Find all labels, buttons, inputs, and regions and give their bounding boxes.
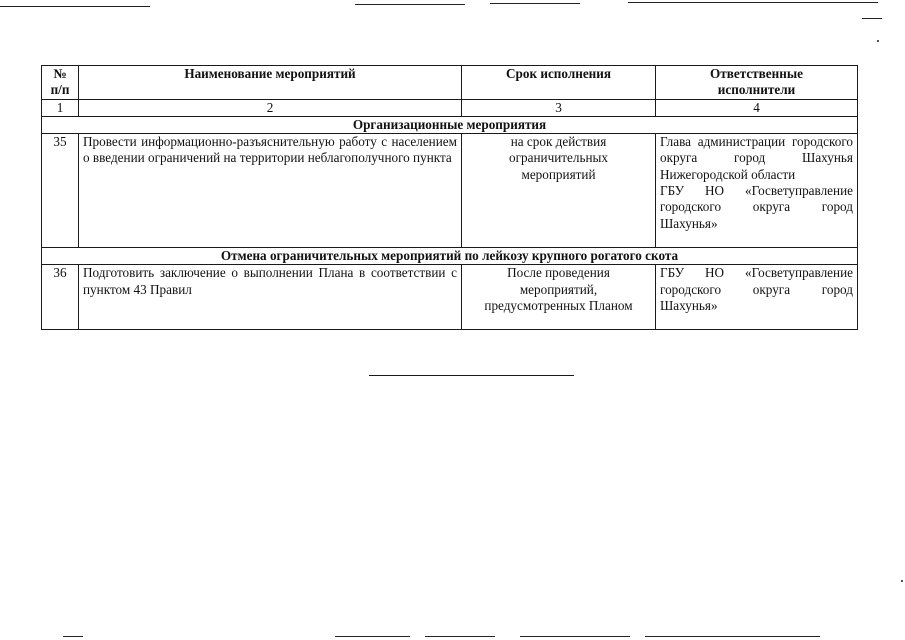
header-responsible-line1: Ответственные bbox=[709, 66, 803, 81]
row-responsible-entry: ГБУ НО «Госветуправление городского округа город Шахунья» bbox=[660, 183, 853, 231]
header-number bbox=[42, 66, 79, 100]
row-term-line: на срок действия bbox=[510, 134, 607, 150]
header-number-line1: № bbox=[53, 66, 67, 81]
row-term bbox=[462, 134, 656, 248]
row-number: 35 bbox=[42, 134, 79, 248]
row-term-line: ограничительных bbox=[509, 150, 608, 166]
row-responsible bbox=[656, 265, 858, 330]
row-number: 36 bbox=[42, 265, 79, 330]
row-term bbox=[462, 265, 656, 330]
row-responsible bbox=[656, 134, 858, 248]
header-number-line2: п/п bbox=[50, 82, 70, 98]
row-term-line: мероприятий bbox=[521, 166, 596, 182]
column-number-4: 4 bbox=[656, 99, 858, 116]
column-number-row bbox=[42, 99, 858, 116]
document-end-rule bbox=[369, 375, 574, 376]
section-row-cancellation bbox=[42, 248, 858, 265]
table-row bbox=[42, 265, 858, 330]
section-title: Организационные мероприятия bbox=[42, 116, 858, 133]
scan-artifact-top-mid bbox=[355, 4, 465, 5]
row-term-line: мероприятий, bbox=[519, 281, 598, 297]
scan-artifact-bottom-mid2 bbox=[425, 636, 495, 637]
scan-artifact-top-mid2 bbox=[490, 3, 580, 4]
section-row-organizational bbox=[42, 116, 858, 133]
scan-speck bbox=[901, 580, 903, 582]
scan-speck bbox=[877, 40, 879, 42]
table-header-row bbox=[42, 66, 858, 100]
scan-artifact-bottom-mid bbox=[335, 636, 410, 637]
column-number-2: 2 bbox=[79, 99, 462, 116]
scan-artifact-top-left bbox=[0, 6, 150, 7]
table-row bbox=[42, 134, 858, 248]
scan-artifact-bottom-left bbox=[63, 636, 83, 637]
scan-artifact-bottom-mid3 bbox=[520, 636, 630, 637]
column-number-3: 3 bbox=[462, 99, 656, 116]
row-term-line: предусмотренных Планом bbox=[484, 298, 633, 314]
header-name: Наименование мероприятий bbox=[79, 66, 462, 100]
column-number-1: 1 bbox=[42, 99, 79, 116]
scan-artifact-top-right bbox=[628, 2, 878, 3]
row-responsible-entry: Глава администрации городского округа город Шахунья Нижегородской области bbox=[660, 134, 853, 182]
section-title: Отмена ограничительных мероприятий по лейкозу крупного рогатого скота bbox=[42, 248, 858, 265]
header-responsible-line2: исполнители bbox=[717, 82, 796, 98]
row-responsible-entry: ГБУ НО «Госветуправление городского округа город Шахунья» bbox=[660, 265, 853, 314]
row-measure-name: Подготовить заключение о выполнении Плана в соответствии с пунктом 43 Правил bbox=[79, 265, 462, 330]
header-responsible bbox=[656, 66, 858, 100]
scan-artifact-bottom-right bbox=[645, 636, 820, 637]
measures-table bbox=[41, 65, 858, 330]
row-term-line: После проведения bbox=[507, 265, 610, 281]
header-term: Срок исполнения bbox=[462, 66, 656, 100]
scan-artifact-top-right2 bbox=[862, 18, 882, 19]
row-measure-name: Провести информационно-разъяснительную работу с населением о введении ограничений на территории неблагополучного пункта bbox=[79, 134, 462, 248]
